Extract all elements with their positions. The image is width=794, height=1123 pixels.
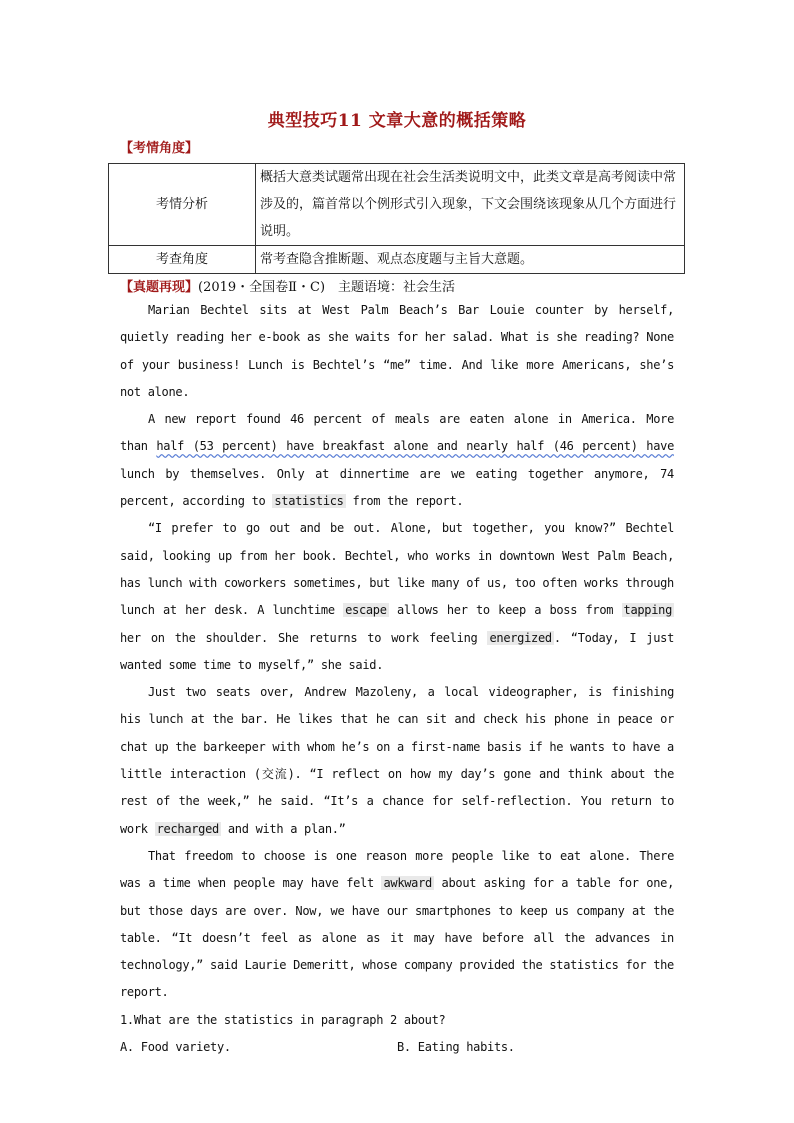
paragraph	[120, 679, 674, 843]
paragraph-text: Marian Bechtel sits at West Palm Beach’s Bar Louie counter by herself, quietly reading her e-book as she waits for her salad. What is she reading? None of your business! Lunch is Bechtel’s “me” time. And like more Americans, she’s not alone.	[120, 303, 674, 399]
highlighted-word: recharged	[156, 821, 219, 836]
option-b: B. Eating habits.	[397, 1040, 515, 1055]
paragraph-text: lunch by themselves. Only at dinnertime are we eating together anymore, 74 percent, according to	[120, 466, 674, 509]
table-content-cell: 常考查隐含推断题、观点态度题与主旨大意题。	[256, 246, 685, 274]
paragraph-text: allows her to keep a boss from	[388, 603, 622, 618]
paragraph-text: A new report found 46 percent of meals are eaten alone in America. More than	[120, 412, 674, 454]
highlighted-word: energized	[489, 630, 552, 645]
table-content-cell: 概括大意类试题常出现在社会生活类说明文中，此类文章是高考阅读中常涉及的，篇首常以个例形式引入现象，下文会围绕该现象从几个方面进行说明。	[256, 164, 685, 246]
table-row	[109, 246, 685, 274]
wavy-underlined-text: half (53 percent) have breakfast alone and nearly half (46 percent) have	[156, 439, 674, 454]
reading-passage	[120, 297, 674, 1061]
highlighted-word: escape	[345, 603, 387, 618]
option-a: A. Food variety.	[120, 1040, 231, 1055]
page-title: 典型技巧11 文章大意的概括策略	[267, 111, 527, 131]
section-heading-exam-analysis	[120, 137, 198, 156]
paragraph	[120, 515, 674, 679]
table-label-cell: 考查角度	[109, 246, 256, 274]
paragraph	[120, 297, 674, 406]
exam-info-table	[108, 163, 685, 274]
table-label-cell: 考情分析	[109, 164, 256, 246]
question-options	[120, 1034, 674, 1061]
question-stem: 1.What are the statistics in paragraph 2 about?	[120, 1012, 446, 1027]
highlighted-word: awkward	[383, 876, 432, 891]
exam-source: (2019・全国卷Ⅱ・C) 主题语境：社会生活	[198, 280, 456, 295]
paragraph-text: from the report.	[345, 494, 464, 509]
paragraph	[120, 843, 674, 1007]
highlighted-word: statistics	[274, 494, 344, 509]
paragraph-text: her on the shoulder. She returns to work feeling	[120, 630, 488, 645]
paragraph	[120, 406, 674, 515]
paragraph-text: about asking for a table for one, but those days are over. Now, we have our smartphones to keep us company at the table. “It doesn’t feel as alone as it may have before all the advances in technology,” said Laurie Demeritt, whose company provided the statistics for the report.	[120, 876, 675, 1000]
paragraph-text: “I prefer to go out and be out. Alone, but together, you know?” Bechtel said, looking up from her book. Bechtel, who works in downtown West Palm Beach, has lunch with coworkers sometimes, but like many of us, too often works through lunch at her desk. A lunchtime	[120, 521, 674, 618]
section-heading-past-exam	[120, 276, 455, 295]
paragraph-text: . “Today, I just wanted some time to myself,” she said.	[120, 630, 674, 672]
paragraph-text: That freedom to choose is one reason more people like to eat alone. There was a time when people may have felt	[120, 848, 674, 891]
paragraph-text: Just two seats over, Andrew Mazoleny, a local videographer, is finishing his lunch at the bar. He likes that he can sit and check his phone in peace or chat up the barkeeper with whom he’s on a first-name basis if he wants to have a little interaction (交流). “I reflect on how my day’s gone and think about the rest of the week,” he said. “It’s a chance for self-reflection. You return to work	[120, 685, 674, 836]
section-label: 【真题再现】	[120, 280, 199, 295]
table-row	[109, 164, 685, 246]
highlighted-word: tapping	[623, 603, 672, 618]
paragraph-text: and with a plan.”	[220, 821, 346, 836]
section-label: 【考情角度】	[120, 141, 199, 156]
